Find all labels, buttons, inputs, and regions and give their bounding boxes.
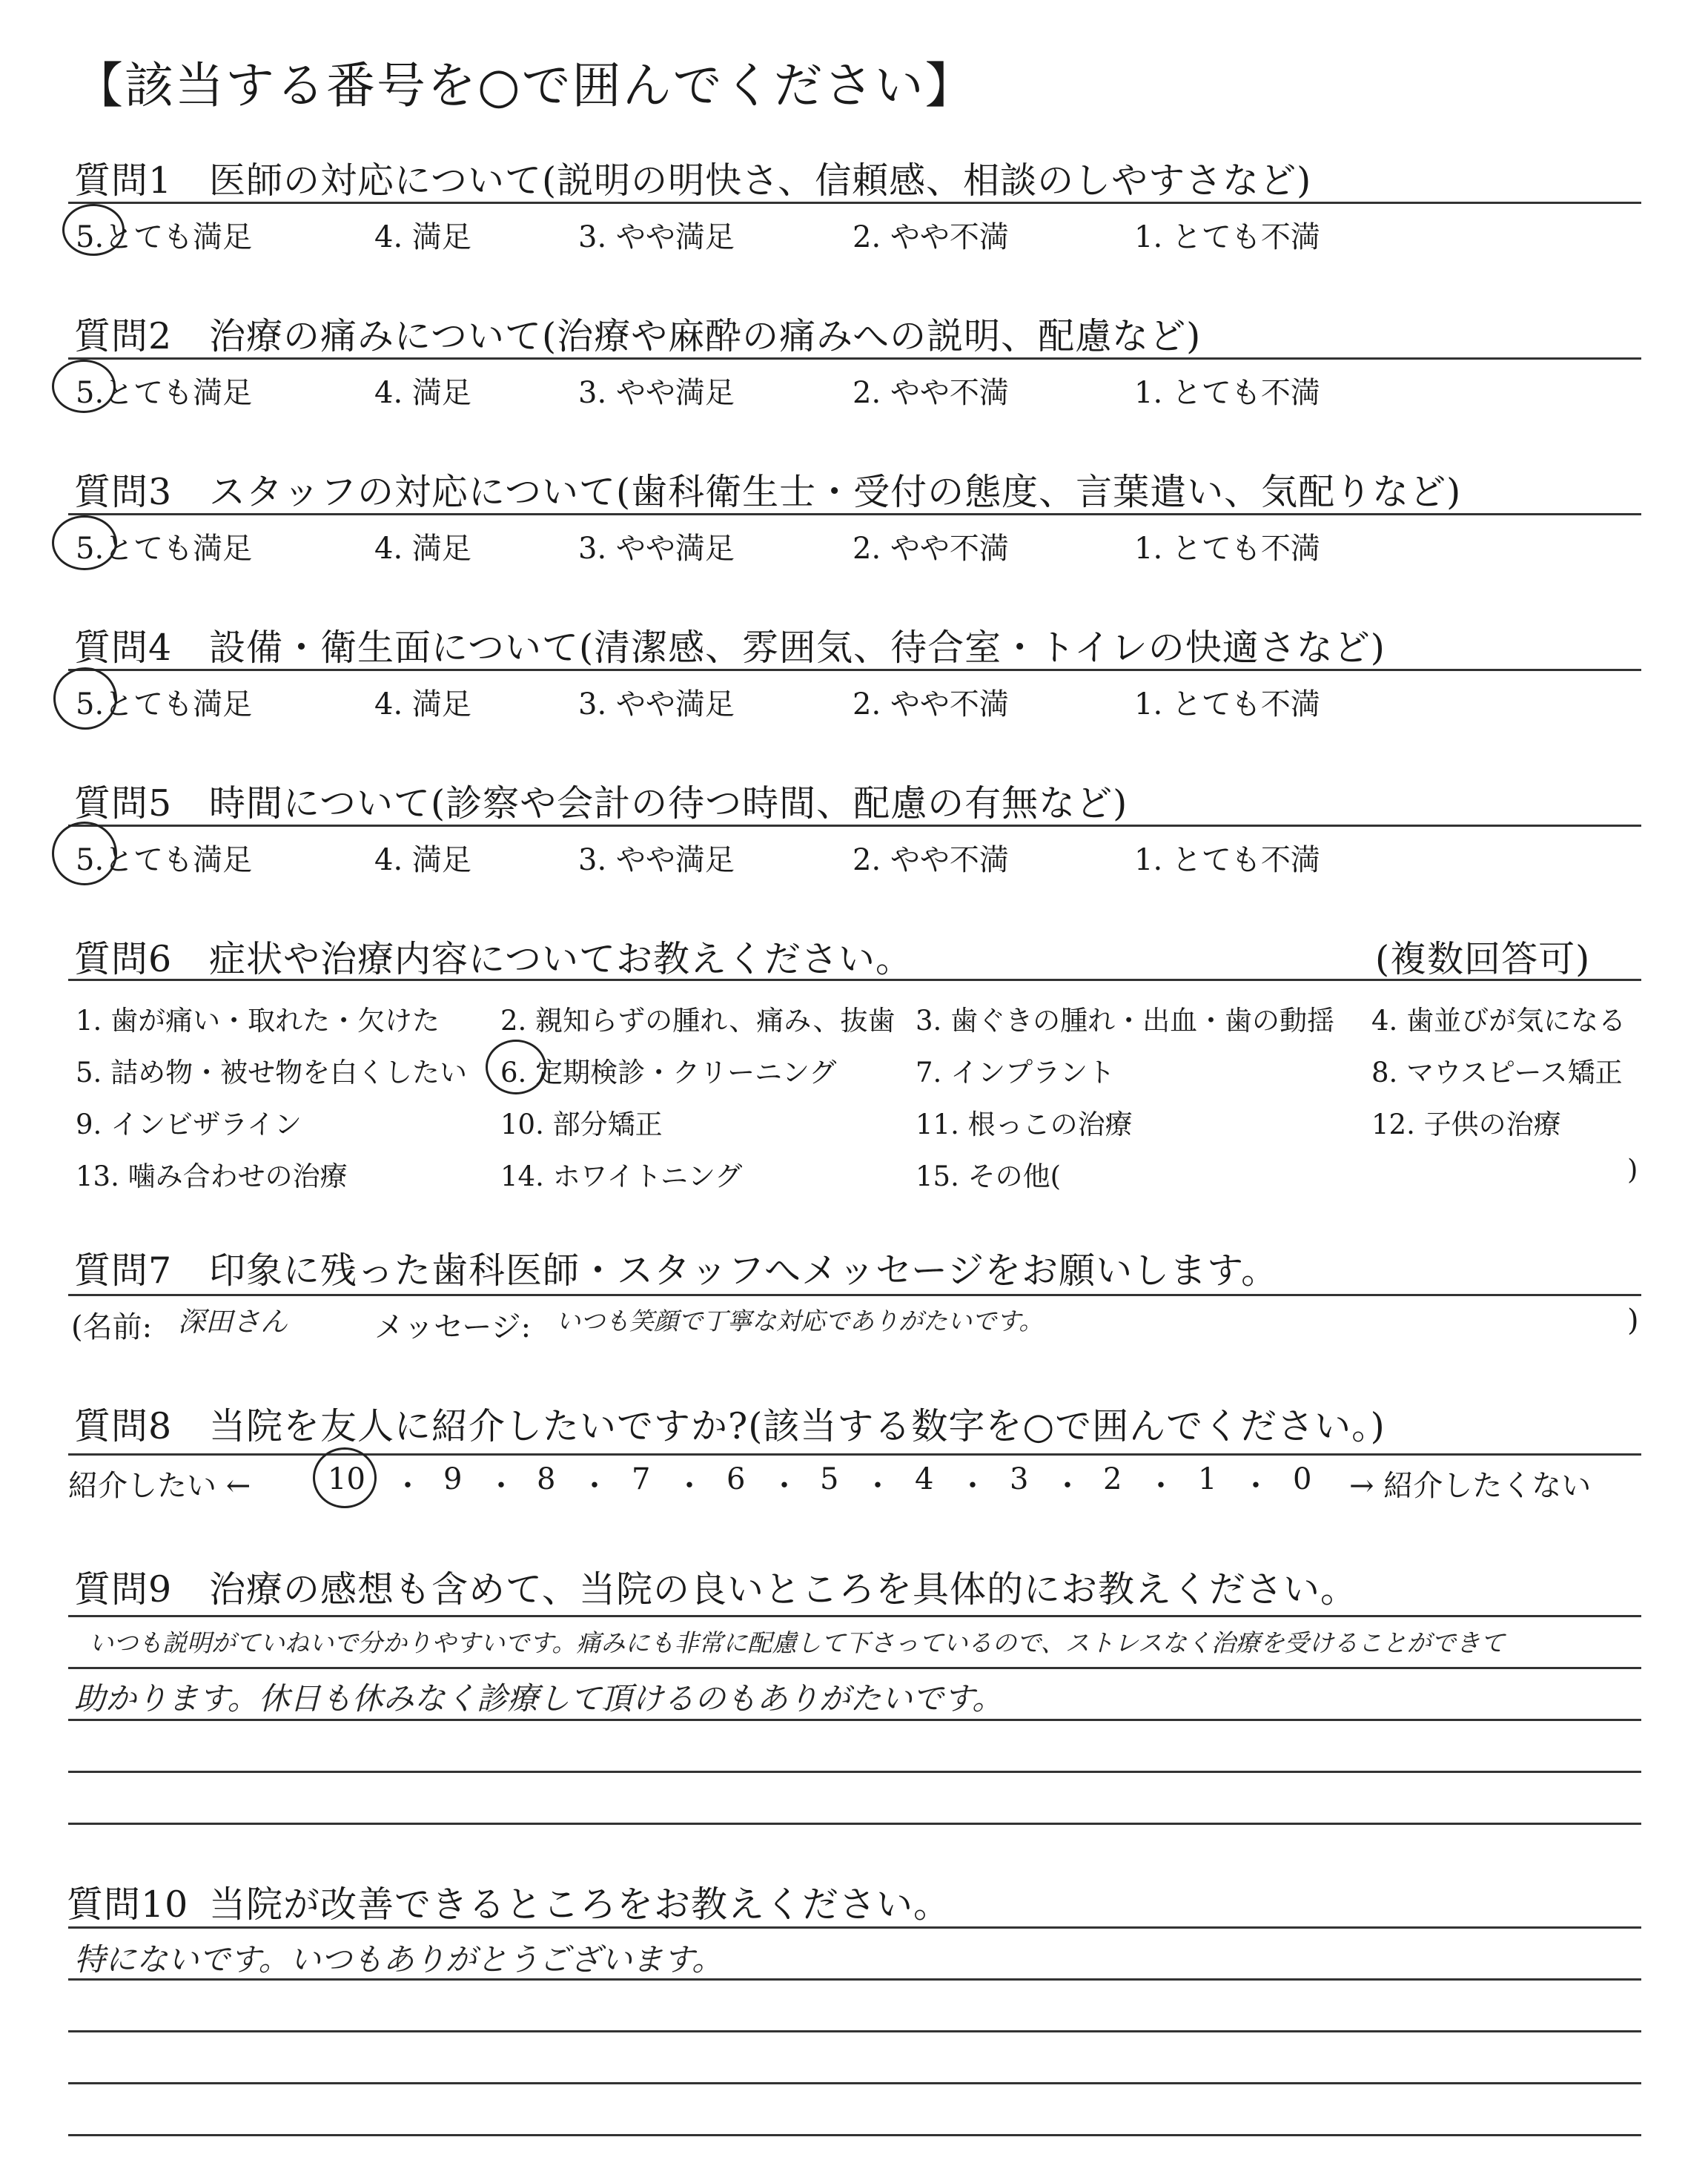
option-3[interactable]: 3. やや満足 <box>578 843 735 877</box>
message-close: ) <box>1627 1304 1639 1338</box>
scale-value[interactable]: 8 <box>537 1462 556 1496</box>
scale-dot: ・ <box>1146 1469 1176 1503</box>
question-9-text: 治療の感想も含めて、当院の良いところを具体的にお教えください。 <box>209 1568 1358 1611</box>
answer-line[interactable]: 助かります。休日も休みなく診療して頂けるのもありがたいです。 <box>74 1680 1004 1717</box>
scale-value[interactable]: 6 <box>726 1462 746 1496</box>
option-4[interactable]: 4. 満足 <box>374 843 471 877</box>
q6-option[interactable]: 10. 部分矯正 <box>500 1109 663 1140</box>
question-9-label: 質問9 <box>74 1568 173 1611</box>
q6-option[interactable]: 12. 子供の治療 <box>1371 1109 1561 1140</box>
option-5[interactable]: 5.とても満足 <box>76 687 253 721</box>
option-4[interactable]: 4. 満足 <box>374 532 471 566</box>
question-8-label: 質問8 <box>74 1405 173 1447</box>
option-2[interactable]: 2. やや不満 <box>853 532 1009 566</box>
q6-option[interactable]: 6. 定期検診・クリーニング <box>500 1057 837 1089</box>
option-1[interactable]: 1. とても不満 <box>1134 687 1320 721</box>
option-5[interactable]: 5.とても満足 <box>76 532 253 566</box>
recommend-left-label: 紹介したい ← <box>68 1469 251 1503</box>
form-title: 【該当する番号を○で囲んでください】 <box>74 57 976 114</box>
option-4[interactable]: 4. 満足 <box>374 220 471 254</box>
q6-option[interactable]: 7. インプラント <box>916 1057 1116 1089</box>
option-2[interactable]: 2. やや不満 <box>853 843 1009 877</box>
question-3-text: スタッフの対応について(歯科衛生士・受付の態度、言葉遣い、気配りなど) <box>209 471 1462 513</box>
option-1[interactable]: 1. とても不満 <box>1134 376 1320 410</box>
q6-option[interactable]: 14. ホワイトニング <box>500 1160 743 1192</box>
scale-value[interactable]: 1 <box>1198 1462 1217 1496</box>
option-5[interactable]: 5.とても満足 <box>76 376 253 410</box>
scale-value[interactable]: 4 <box>915 1462 934 1496</box>
option-1[interactable]: 1. とても不満 <box>1134 220 1320 254</box>
question-5-text: 時間について(診察や会計の待つ時間、配慮の有無など) <box>209 782 1128 825</box>
question-4-label: 質問4 <box>74 627 173 669</box>
q6-option[interactable]: 1. 歯が痛い・取れた・欠けた <box>76 1005 440 1037</box>
question-10-text: 当院が改善できるところをお教えください。 <box>209 1883 951 1926</box>
scale-dot: ・ <box>580 1469 609 1503</box>
q6-other-close: ) <box>1627 1154 1638 1186</box>
scale-value[interactable]: 0 <box>1293 1462 1312 1496</box>
question-5-label: 質問5 <box>74 782 173 825</box>
name-label: (名前: <box>71 1310 153 1344</box>
question-2-text: 治療の痛みについて(治療や麻酔の痛みへの説明、配慮など) <box>209 315 1202 357</box>
multiple-answers-note: (複数回答可) <box>1375 938 1591 980</box>
scale-value[interactable]: 10 <box>328 1462 365 1496</box>
question-8-text: 当院を友人に紹介したいですか?(該当する数字を○で囲んでください。) <box>209 1405 1386 1447</box>
q6-option[interactable]: 11. 根っこの治療 <box>916 1109 1133 1140</box>
question-6-text: 症状や治療内容についてお教えください。 <box>209 938 913 980</box>
option-3[interactable]: 3. やや満足 <box>578 532 735 566</box>
scale-dot: ・ <box>1053 1469 1082 1503</box>
option-2[interactable]: 2. やや不満 <box>853 220 1009 254</box>
option-1[interactable]: 1. とても不満 <box>1134 532 1320 566</box>
scale-dot: ・ <box>1241 1469 1271 1503</box>
answer-line[interactable]: 特にないです。いつもありがとうございます。 <box>74 1941 724 1978</box>
option-1[interactable]: 1. とても不満 <box>1134 843 1320 877</box>
option-3[interactable]: 3. やや満足 <box>578 687 735 721</box>
scale-dot: ・ <box>675 1469 704 1503</box>
option-2[interactable]: 2. やや不満 <box>853 376 1009 410</box>
scale-dot: ・ <box>769 1469 799 1503</box>
scale-value[interactable]: 9 <box>443 1462 463 1496</box>
q6-option[interactable]: 8. マウスピース矯正 <box>1371 1057 1623 1089</box>
scale-value[interactable]: 5 <box>820 1462 839 1496</box>
question-7-label: 質問7 <box>74 1249 173 1292</box>
scale-value[interactable]: 3 <box>1010 1462 1029 1496</box>
q6-option[interactable]: 9. インビザライン <box>76 1109 302 1140</box>
scale-value[interactable]: 7 <box>632 1462 651 1496</box>
scale-dot: ・ <box>958 1469 987 1503</box>
q6-option[interactable]: 3. 歯ぐきの腫れ・出血・歯の動揺 <box>916 1005 1335 1037</box>
name-value[interactable]: 深田さん <box>178 1306 288 1338</box>
message-label: メッセージ: <box>374 1310 532 1344</box>
scale-dot: ・ <box>863 1469 893 1503</box>
answer-line[interactable]: いつも説明がていねいで分かりやすいです。痛みにも非常に配慮して下さっているので、ストレスなく治療を受けることができて <box>89 1628 1505 1657</box>
question-1-label: 質問1 <box>74 159 173 202</box>
scale-dot: ・ <box>393 1469 423 1503</box>
option-2[interactable]: 2. やや不満 <box>853 687 1009 721</box>
q6-option[interactable]: 5. 詰め物・被せ物を白くしたい <box>76 1057 468 1089</box>
scale-value[interactable]: 2 <box>1103 1462 1122 1496</box>
scale-dot: ・ <box>486 1469 516 1503</box>
question-3-label: 質問3 <box>74 471 173 513</box>
q6-option[interactable]: 4. 歯並びが気になる <box>1371 1005 1626 1037</box>
q6-option[interactable]: 15. その他( <box>916 1160 1062 1192</box>
question-7-text: 印象に残った歯科医師・スタッフへメッセージをお願いします。 <box>209 1249 1279 1292</box>
question-2-label: 質問2 <box>74 315 173 357</box>
option-4[interactable]: 4. 満足 <box>374 687 471 721</box>
question-1-text: 医師の対応について(説明の明快さ、信頼感、相談のしやすさなど) <box>209 159 1312 202</box>
message-value[interactable]: いつも笑顔で丁寧な対応でありがたいです。 <box>556 1307 1044 1335</box>
option-3[interactable]: 3. やや満足 <box>578 376 735 410</box>
option-5[interactable]: 5.とても満足 <box>76 220 253 254</box>
option-3[interactable]: 3. やや満足 <box>578 220 735 254</box>
option-4[interactable]: 4. 満足 <box>374 376 471 410</box>
option-5[interactable]: 5.とても満足 <box>76 843 253 877</box>
question-4-text: 設備・衛生面について(清潔感、雰囲気、待合室・トイレの快適さなど) <box>209 627 1386 669</box>
question-10-label: 質問10 <box>67 1883 189 1926</box>
question-6-label: 質問6 <box>74 938 173 980</box>
q6-option[interactable]: 13. 噛み合わせの治療 <box>76 1160 348 1192</box>
recommend-right-label: → 紹介したくない <box>1349 1469 1592 1503</box>
q6-option[interactable]: 2. 親知らずの腫れ、痛み、抜歯 <box>500 1005 896 1037</box>
